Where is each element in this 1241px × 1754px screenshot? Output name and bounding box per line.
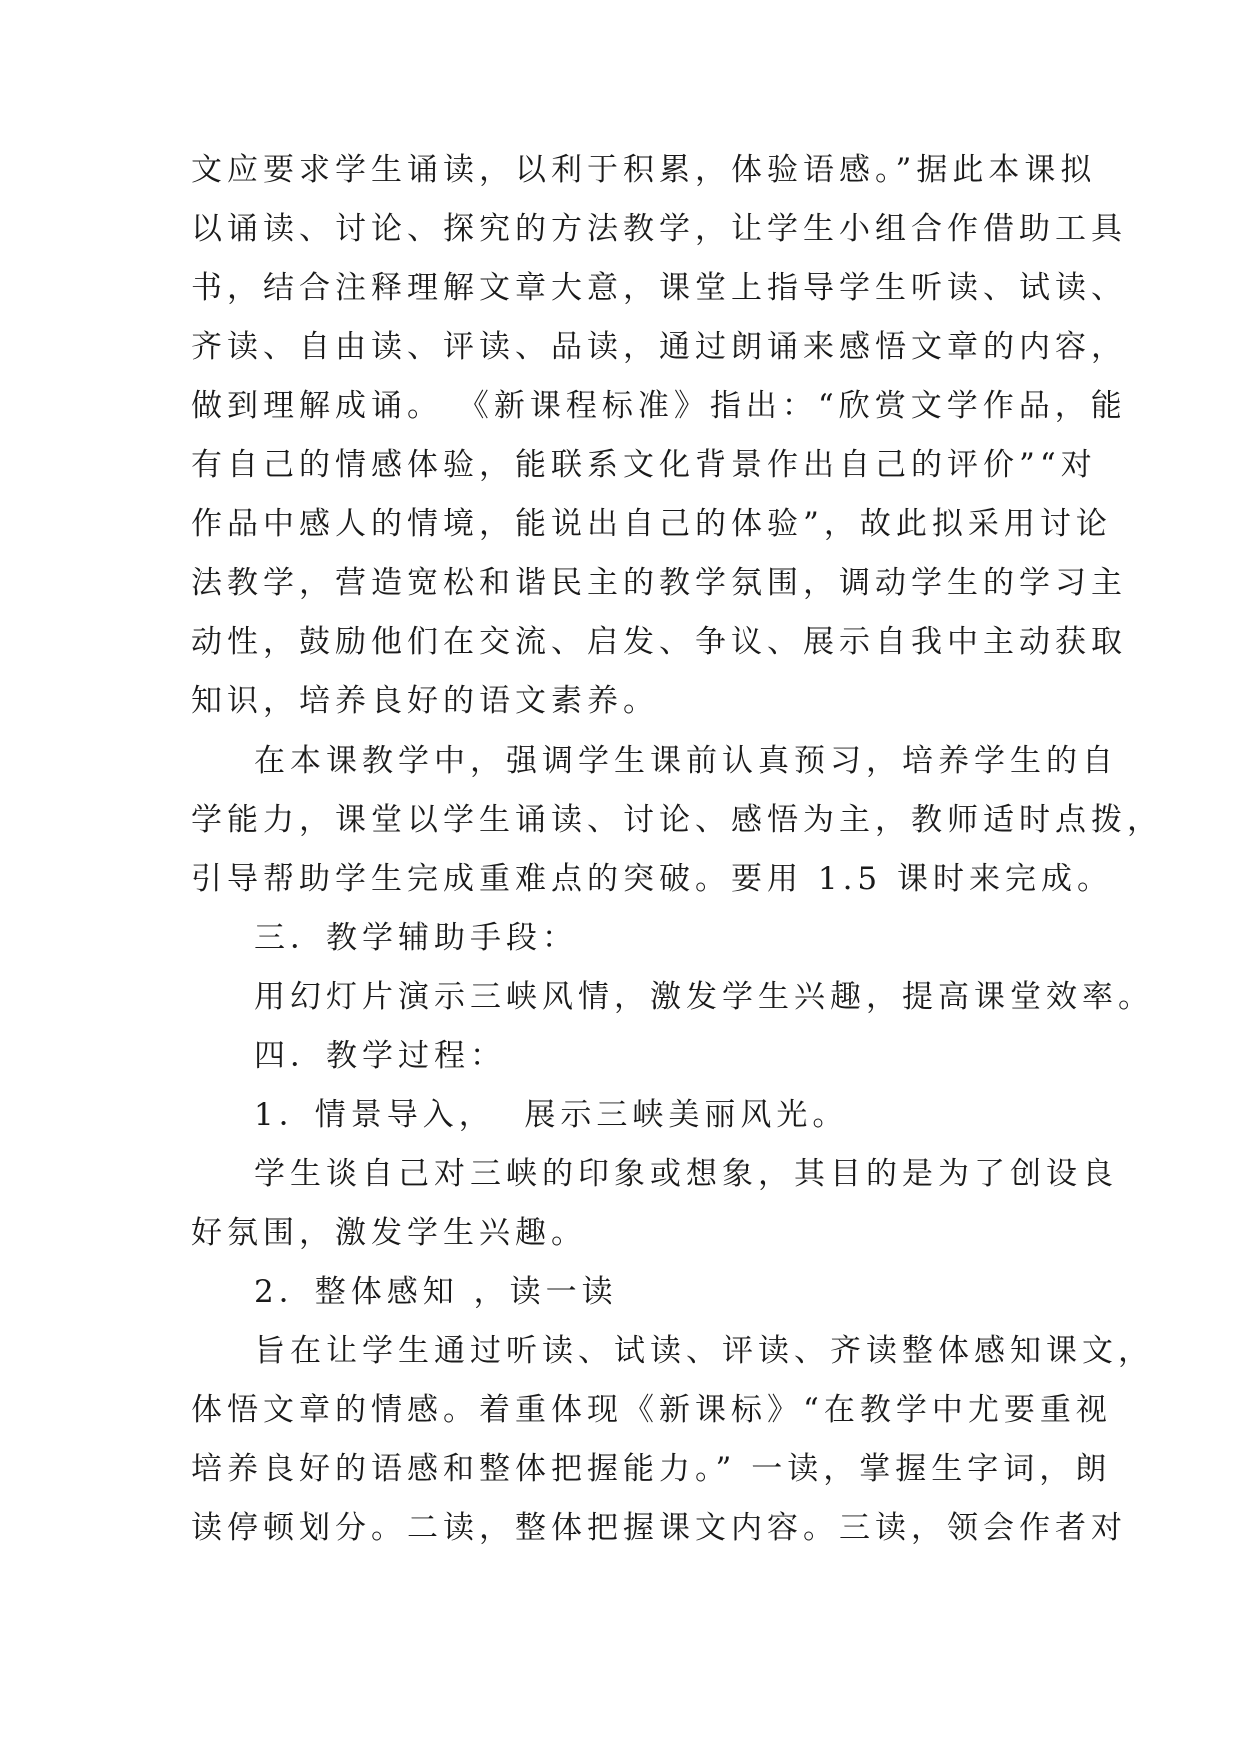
text-line: 学能力，课堂以学生诵读、讨论、感悟为主，教师适时点拨， [191, 802, 1163, 838]
text-line: 有自己的情感体验，能联系文化背景作出自己的评价”“对 [191, 447, 1097, 483]
subsection-heading: 1．情景导入， 展示三峡美丽风光。 [254, 1097, 849, 1133]
text-line: 知识，培养良好的语文素养。 [191, 683, 659, 719]
text-line: 动性，鼓励他们在交流、启发、争议、展示自我中主动获取 [191, 624, 1127, 660]
subsection-heading: 2．整体感知 ，读一读 [254, 1274, 618, 1310]
paragraph-start-line: 旨在让学生通过听读、试读、评读、齐读整体感知课文， [254, 1333, 1154, 1369]
paragraph-start-line: 学生谈自己对三峡的印象或想象，其目的是为了创设良 [254, 1156, 1118, 1192]
section-heading: 三．教学辅助手段： [254, 920, 578, 956]
text-line: 作品中感人的情境，能说出自己的体验”，故此拟采用讨论 [191, 506, 1112, 542]
text-line: 体悟文章的情感。着重体现《新课标》“在教学中尤要重视 [191, 1392, 1112, 1428]
paragraph-start-line: 在本课教学中，强调学生课前认真预习，培养学生的自 [254, 743, 1118, 779]
paragraph-start-line: 用幻灯片演示三峡风情，激发学生兴趣，提高课堂效率。 [254, 979, 1154, 1015]
text-line: 培养良好的语感和整体把握能力。” 一读，掌握生字词，朗 [191, 1451, 1112, 1487]
text-line: 好氛围，激发学生兴趣。 [191, 1215, 587, 1251]
text-line: 书，结合注释理解文章大意，课堂上指导学生听读、试读、 [191, 270, 1127, 306]
text-line: 做到理解成诵。 《新课程标准》指出：“欣赏文学作品，能 [191, 388, 1127, 424]
section-heading: 四．教学过程： [254, 1038, 506, 1074]
text-line: 法教学，营造宽松和谐民主的教学氛围，调动学生的学习主 [191, 565, 1127, 601]
text-line: 以诵读、讨论、探究的方法教学，让学生小组合作借助工具 [191, 211, 1127, 247]
text-line: 引导帮助学生完成重难点的突破。要用 1.5 课时来完成。 [191, 861, 1114, 897]
text-line: 文应要求学生诵读，以利于积累，体验语感。”据此本课拟 [191, 152, 1097, 188]
text-line: 齐读、自由读、评读、品读，通过朗诵来感悟文章的内容， [191, 329, 1127, 365]
text-line: 读停顿划分。二读，整体把握课文内容。三读，领会作者对 [191, 1510, 1127, 1546]
